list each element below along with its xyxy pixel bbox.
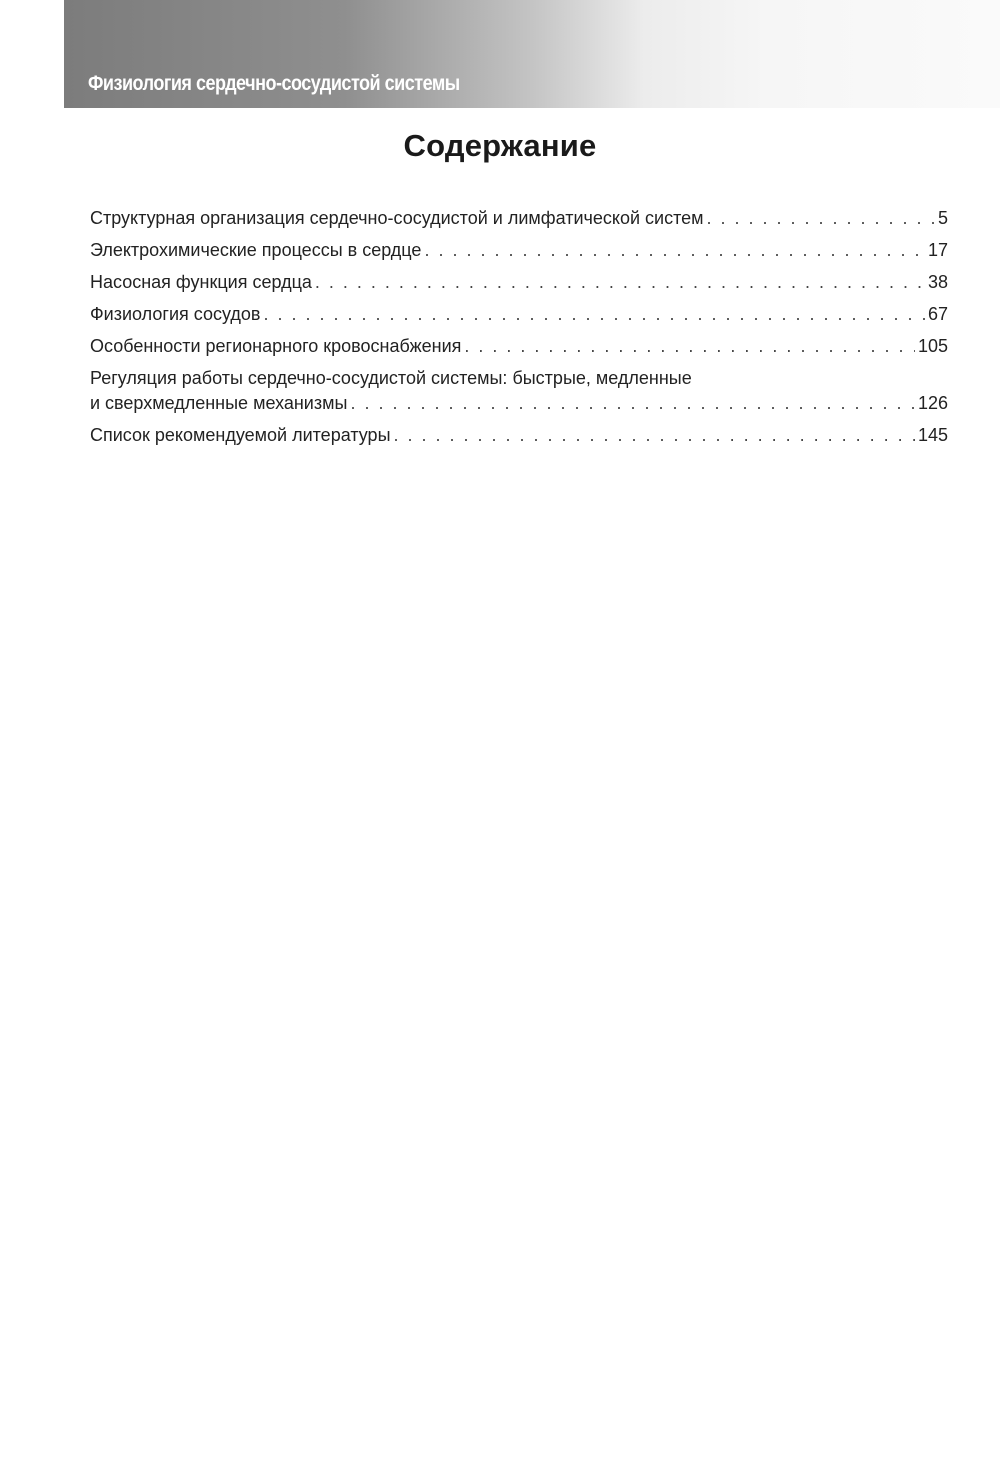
dot-leader: [424, 238, 925, 263]
dot-leader: [464, 334, 915, 359]
toc-entry-title: Список рекомендуемой литературы: [90, 425, 391, 445]
toc-page-number: 105: [917, 336, 948, 356]
toc-entry-title: Структурная организация сердечно-сосудистой и лимфатической систем: [90, 208, 704, 228]
toc-entry-title: Особенности регионарного кровоснабжения: [90, 336, 462, 356]
toc-entry[interactable]: [90, 206, 948, 231]
toc-entry-title: Насосная функция сердца: [90, 272, 312, 292]
dot-leader: [350, 391, 915, 416]
dot-leader: [394, 423, 915, 448]
toc-entry[interactable]: [90, 270, 948, 295]
toc-entry-title: Физиология сосудов: [90, 304, 261, 324]
toc-page-number: 126: [917, 393, 948, 413]
toc-page-number: 17: [927, 240, 948, 260]
running-head: Физиология сердечно-сосудистой системы: [88, 72, 460, 95]
toc-page-number: 145: [917, 425, 948, 445]
toc-entry[interactable]: [90, 238, 948, 263]
toc-entry[interactable]: [90, 423, 948, 448]
toc-page-number: 67: [927, 304, 948, 324]
toc-entry-title: Электрохимические процессы в сердце: [90, 240, 422, 260]
dot-leader: [263, 302, 925, 327]
dot-leader: [315, 270, 925, 295]
toc-entry-title: и сверхмедленные механизмы: [90, 393, 348, 413]
toc-entry[interactable]: [90, 302, 948, 327]
dot-leader: [707, 206, 935, 231]
toc-entry-title-line1: Регуляция работы сердечно-сосудистой системы: быстрые, медленные: [90, 368, 692, 388]
table-of-contents: [90, 206, 948, 455]
page-title: Содержание: [403, 128, 597, 163]
toc-entry[interactable]: [90, 366, 948, 416]
toc-page-number: 5: [937, 208, 948, 228]
toc-page-number: 38: [927, 272, 948, 292]
toc-entry[interactable]: [90, 334, 948, 359]
